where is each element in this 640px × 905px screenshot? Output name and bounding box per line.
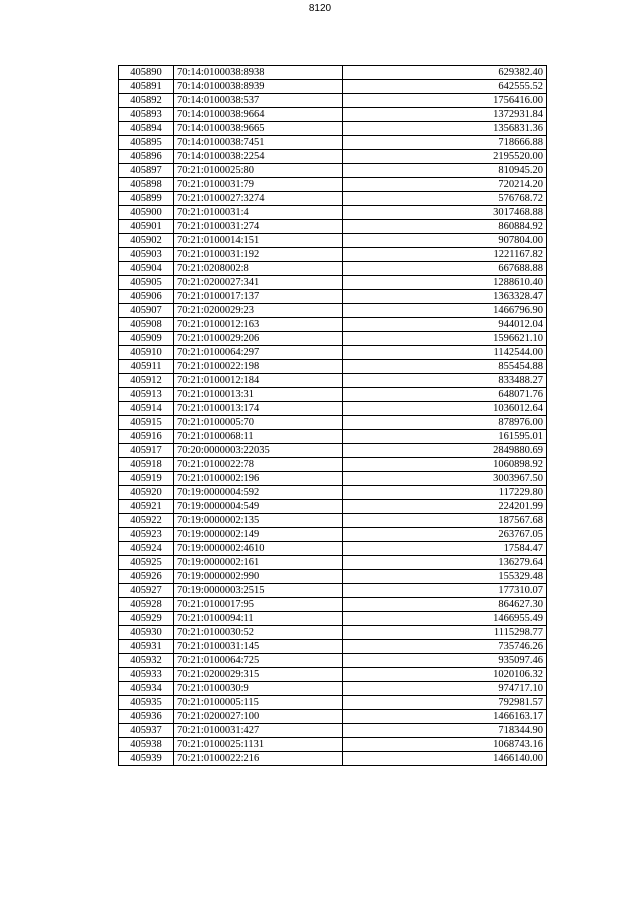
cadastral-value-cell: 576768.72 bbox=[343, 192, 547, 206]
cadastral-value-cell: 935097.46 bbox=[343, 654, 547, 668]
table-row bbox=[119, 752, 547, 766]
cadastral-value-cell: 1466955.49 bbox=[343, 612, 547, 626]
table-row bbox=[119, 416, 547, 430]
cadastral-value-cell: 136279.64 bbox=[343, 556, 547, 570]
cadastral-number-cell: 70:14:0100038:537 bbox=[174, 94, 343, 108]
table-row bbox=[119, 486, 547, 500]
cadastral-number-cell: 70:21:0100064:725 bbox=[174, 654, 343, 668]
row-number-cell: 405909 bbox=[119, 332, 174, 346]
cadastral-value-cell: 224201.99 bbox=[343, 500, 547, 514]
cadastral-value-cell: 720214.20 bbox=[343, 178, 547, 192]
cadastral-number-cell: 70:21:0100012:184 bbox=[174, 374, 343, 388]
row-number-cell: 405890 bbox=[119, 66, 174, 80]
cadastral-value-cell: 3003967.50 bbox=[343, 472, 547, 486]
cadastral-number-cell: 70:19:0000002:4610 bbox=[174, 542, 343, 556]
row-number-cell: 405928 bbox=[119, 598, 174, 612]
row-number-cell: 405898 bbox=[119, 178, 174, 192]
cadastral-value-cell: 855454.88 bbox=[343, 360, 547, 374]
cadastral-number-cell: 70:21:0100094:11 bbox=[174, 612, 343, 626]
table-row bbox=[119, 94, 547, 108]
row-number-cell: 405920 bbox=[119, 486, 174, 500]
row-number-cell: 405924 bbox=[119, 542, 174, 556]
cadastral-value-cell: 667688.88 bbox=[343, 262, 547, 276]
cadastral-value-cell: 907804.00 bbox=[343, 234, 547, 248]
row-number-cell: 405923 bbox=[119, 528, 174, 542]
row-number-cell: 405938 bbox=[119, 738, 174, 752]
row-number-cell: 405932 bbox=[119, 654, 174, 668]
row-number-cell: 405908 bbox=[119, 318, 174, 332]
cadastral-value-cell: 17584.47 bbox=[343, 542, 547, 556]
cadastral-value-cell: 1756416.00 bbox=[343, 94, 547, 108]
row-number-cell: 405894 bbox=[119, 122, 174, 136]
cadastral-value-cell: 1372931.84 bbox=[343, 108, 547, 122]
cadastral-number-cell: 70:21:0100025:1131 bbox=[174, 738, 343, 752]
row-number-cell: 405897 bbox=[119, 164, 174, 178]
cadastral-value-cell: 944012.04 bbox=[343, 318, 547, 332]
cadastral-number-cell: 70:21:0100017:95 bbox=[174, 598, 343, 612]
table-row bbox=[119, 360, 547, 374]
cadastral-number-cell: 70:19:0000002:990 bbox=[174, 570, 343, 584]
cadastral-value-cell: 1142544.00 bbox=[343, 346, 547, 360]
cadastral-value-cell: 974717.10 bbox=[343, 682, 547, 696]
row-number-cell: 405910 bbox=[119, 346, 174, 360]
cadastral-value-cell: 792981.57 bbox=[343, 696, 547, 710]
row-number-cell: 405915 bbox=[119, 416, 174, 430]
cadastral-value-cell: 1466163.17 bbox=[343, 710, 547, 724]
cadastral-number-cell: 70:21:0100031:274 bbox=[174, 220, 343, 234]
cadastral-number-cell: 70:19:0000002:161 bbox=[174, 556, 343, 570]
table-row bbox=[119, 108, 547, 122]
table-row bbox=[119, 738, 547, 752]
table-row bbox=[119, 444, 547, 458]
table-row bbox=[119, 164, 547, 178]
cadastral-value-cell: 1596621.10 bbox=[343, 332, 547, 346]
cadastral-number-cell: 70:21:0100031:192 bbox=[174, 248, 343, 262]
cadastral-value-cell: 878976.00 bbox=[343, 416, 547, 430]
table-row bbox=[119, 528, 547, 542]
cadastral-value-cell: 1221167.82 bbox=[343, 248, 547, 262]
cadastral-number-cell: 70:21:0100012:163 bbox=[174, 318, 343, 332]
row-number-cell: 405936 bbox=[119, 710, 174, 724]
table-row bbox=[119, 640, 547, 654]
table-row bbox=[119, 136, 547, 150]
cadastral-number-cell: 70:21:0100031:145 bbox=[174, 640, 343, 654]
cadastral-value-cell: 735746.26 bbox=[343, 640, 547, 654]
table-row bbox=[119, 710, 547, 724]
cadastral-value-cell: 1020106.32 bbox=[343, 668, 547, 682]
cadastral-value-cell: 833488.27 bbox=[343, 374, 547, 388]
row-number-cell: 405900 bbox=[119, 206, 174, 220]
cadastral-number-cell: 70:21:0100014:151 bbox=[174, 234, 343, 248]
table-row bbox=[119, 402, 547, 416]
cadastral-number-cell: 70:21:0100022:216 bbox=[174, 752, 343, 766]
cadastral-number-cell: 70:19:0000004:549 bbox=[174, 500, 343, 514]
cadastral-number-cell: 70:19:0000003:2515 bbox=[174, 584, 343, 598]
table-row bbox=[119, 724, 547, 738]
cadastral-number-cell: 70:21:0100005:70 bbox=[174, 416, 343, 430]
row-number-cell: 405930 bbox=[119, 626, 174, 640]
cadastral-value-cell: 648071.76 bbox=[343, 388, 547, 402]
row-number-cell: 405919 bbox=[119, 472, 174, 486]
row-number-cell: 405939 bbox=[119, 752, 174, 766]
cadastral-value-cell: 3017468.88 bbox=[343, 206, 547, 220]
cadastral-value-cell: 263767.05 bbox=[343, 528, 547, 542]
cadastral-number-cell: 70:21:0100029:206 bbox=[174, 332, 343, 346]
cadastral-value-cell: 642555.52 bbox=[343, 80, 547, 94]
row-number-cell: 405901 bbox=[119, 220, 174, 234]
cadastral-number-cell: 70:14:0100038:7451 bbox=[174, 136, 343, 150]
table-row bbox=[119, 220, 547, 234]
row-number-cell: 405892 bbox=[119, 94, 174, 108]
cadastral-number-cell: 70:21:0100064:297 bbox=[174, 346, 343, 360]
cadastral-number-cell: 70:19:0000002:149 bbox=[174, 528, 343, 542]
row-number-cell: 405905 bbox=[119, 276, 174, 290]
table-row bbox=[119, 192, 547, 206]
cadastral-value-cell: 810945.20 bbox=[343, 164, 547, 178]
row-number-cell: 405906 bbox=[119, 290, 174, 304]
table-row bbox=[119, 584, 547, 598]
row-number-cell: 405895 bbox=[119, 136, 174, 150]
row-number-cell: 405916 bbox=[119, 430, 174, 444]
table-row bbox=[119, 150, 547, 164]
cadastral-value-cell: 2195520.00 bbox=[343, 150, 547, 164]
cadastral-number-cell: 70:21:0200027:341 bbox=[174, 276, 343, 290]
table-row bbox=[119, 542, 547, 556]
table-row bbox=[119, 598, 547, 612]
row-number-cell: 405925 bbox=[119, 556, 174, 570]
cadastral-value-cell: 864627.30 bbox=[343, 598, 547, 612]
cadastral-value-cell: 1466796.90 bbox=[343, 304, 547, 318]
cadastral-number-cell: 70:21:0100002:196 bbox=[174, 472, 343, 486]
table-row bbox=[119, 556, 547, 570]
cadastral-number-cell: 70:21:0100013:31 bbox=[174, 388, 343, 402]
table-row bbox=[119, 346, 547, 360]
table-row bbox=[119, 570, 547, 584]
cadastral-value-cell: 629382.40 bbox=[343, 66, 547, 80]
table-row bbox=[119, 304, 547, 318]
row-number-cell: 405912 bbox=[119, 374, 174, 388]
cadastral-number-cell: 70:21:0100022:78 bbox=[174, 458, 343, 472]
cadastral-value-cell: 117229.80 bbox=[343, 486, 547, 500]
table-row bbox=[119, 682, 547, 696]
cadastral-number-cell: 70:21:0100068:11 bbox=[174, 430, 343, 444]
cadastral-number-cell: 70:21:0100022:198 bbox=[174, 360, 343, 374]
row-number-cell: 405926 bbox=[119, 570, 174, 584]
row-number-cell: 405904 bbox=[119, 262, 174, 276]
cadastral-number-cell: 70:21:0100031:427 bbox=[174, 724, 343, 738]
cadastral-value-cell: 1288610.40 bbox=[343, 276, 547, 290]
page-number: 8120 bbox=[308, 3, 332, 14]
cadastral-value-cell: 1356831.36 bbox=[343, 122, 547, 136]
table-row bbox=[119, 374, 547, 388]
cadastral-value-table bbox=[118, 65, 547, 766]
cadastral-value-cell: 177310.07 bbox=[343, 584, 547, 598]
row-number-cell: 405914 bbox=[119, 402, 174, 416]
cadastral-value-cell: 718344.90 bbox=[343, 724, 547, 738]
table-row bbox=[119, 206, 547, 220]
table-row bbox=[119, 248, 547, 262]
table-row bbox=[119, 318, 547, 332]
row-number-cell: 405893 bbox=[119, 108, 174, 122]
row-number-cell: 405896 bbox=[119, 150, 174, 164]
row-number-cell: 405902 bbox=[119, 234, 174, 248]
cadastral-number-cell: 70:19:0000004:592 bbox=[174, 486, 343, 500]
table-row bbox=[119, 696, 547, 710]
table-row bbox=[119, 66, 547, 80]
row-number-cell: 405933 bbox=[119, 668, 174, 682]
table-row bbox=[119, 668, 547, 682]
cadastral-number-cell: 70:21:0100025:80 bbox=[174, 164, 343, 178]
cadastral-number-cell: 70:14:0100038:9665 bbox=[174, 122, 343, 136]
cadastral-value-cell: 2849880.69 bbox=[343, 444, 547, 458]
table-row bbox=[119, 472, 547, 486]
cadastral-number-cell: 70:21:0100005:115 bbox=[174, 696, 343, 710]
table-row bbox=[119, 654, 547, 668]
cadastral-value-cell: 718666.88 bbox=[343, 136, 547, 150]
table-row bbox=[119, 430, 547, 444]
cadastral-number-cell: 70:21:0100013:174 bbox=[174, 402, 343, 416]
row-number-cell: 405927 bbox=[119, 584, 174, 598]
cadastral-value-cell: 1060898.92 bbox=[343, 458, 547, 472]
cadastral-number-cell: 70:21:0100030:52 bbox=[174, 626, 343, 640]
cadastral-number-cell: 70:14:0100038:9664 bbox=[174, 108, 343, 122]
row-number-cell: 405922 bbox=[119, 514, 174, 528]
row-number-cell: 405911 bbox=[119, 360, 174, 374]
cadastral-value-cell: 155329.48 bbox=[343, 570, 547, 584]
cadastral-number-cell: 70:21:0100031:4 bbox=[174, 206, 343, 220]
cadastral-value-cell: 1363328.47 bbox=[343, 290, 547, 304]
row-number-cell: 405921 bbox=[119, 500, 174, 514]
row-number-cell: 405913 bbox=[119, 388, 174, 402]
row-number-cell: 405907 bbox=[119, 304, 174, 318]
cadastral-number-cell: 70:20:0000003:22035 bbox=[174, 444, 343, 458]
cadastral-number-cell: 70:21:0200029:315 bbox=[174, 668, 343, 682]
row-number-cell: 405934 bbox=[119, 682, 174, 696]
cadastral-number-cell: 70:19:0000002:135 bbox=[174, 514, 343, 528]
row-number-cell: 405937 bbox=[119, 724, 174, 738]
cadastral-number-cell: 70:21:0200029:23 bbox=[174, 304, 343, 318]
table-row bbox=[119, 514, 547, 528]
table-row bbox=[119, 234, 547, 248]
table-row bbox=[119, 262, 547, 276]
cadastral-value-cell: 1068743.16 bbox=[343, 738, 547, 752]
row-number-cell: 405903 bbox=[119, 248, 174, 262]
table-row bbox=[119, 388, 547, 402]
row-number-cell: 405931 bbox=[119, 640, 174, 654]
row-number-cell: 405891 bbox=[119, 80, 174, 94]
table-row bbox=[119, 500, 547, 514]
cadastral-number-cell: 70:14:0100038:2254 bbox=[174, 150, 343, 164]
table-row bbox=[119, 80, 547, 94]
table-row bbox=[119, 178, 547, 192]
cadastral-number-cell: 70:21:0100027:3274 bbox=[174, 192, 343, 206]
row-number-cell: 405935 bbox=[119, 696, 174, 710]
cadastral-number-cell: 70:14:0100038:8939 bbox=[174, 80, 343, 94]
row-number-cell: 405929 bbox=[119, 612, 174, 626]
cadastral-value-cell: 1036012.64 bbox=[343, 402, 547, 416]
cadastral-value-cell: 161595.01 bbox=[343, 430, 547, 444]
cadastral-number-cell: 70:21:0100017:137 bbox=[174, 290, 343, 304]
table-row bbox=[119, 612, 547, 626]
row-number-cell: 405899 bbox=[119, 192, 174, 206]
cadastral-value-cell: 1115298.77 bbox=[343, 626, 547, 640]
cadastral-number-cell: 70:21:0208002:8 bbox=[174, 262, 343, 276]
cadastral-value-cell: 860884.92 bbox=[343, 220, 547, 234]
row-number-cell: 405918 bbox=[119, 458, 174, 472]
cadastral-value-cell: 187567.68 bbox=[343, 514, 547, 528]
cadastral-value-cell: 1466140.00 bbox=[343, 752, 547, 766]
table-row bbox=[119, 332, 547, 346]
table-body bbox=[119, 66, 547, 766]
row-number-cell: 405917 bbox=[119, 444, 174, 458]
cadastral-number-cell: 70:21:0200027:100 bbox=[174, 710, 343, 724]
table-row bbox=[119, 458, 547, 472]
cadastral-number-cell: 70:14:0100038:8938 bbox=[174, 66, 343, 80]
table-row bbox=[119, 276, 547, 290]
cadastral-number-cell: 70:21:0100031:79 bbox=[174, 178, 343, 192]
table-row bbox=[119, 122, 547, 136]
table-row bbox=[119, 290, 547, 304]
table-row bbox=[119, 626, 547, 640]
cadastral-number-cell: 70:21:0100030:9 bbox=[174, 682, 343, 696]
